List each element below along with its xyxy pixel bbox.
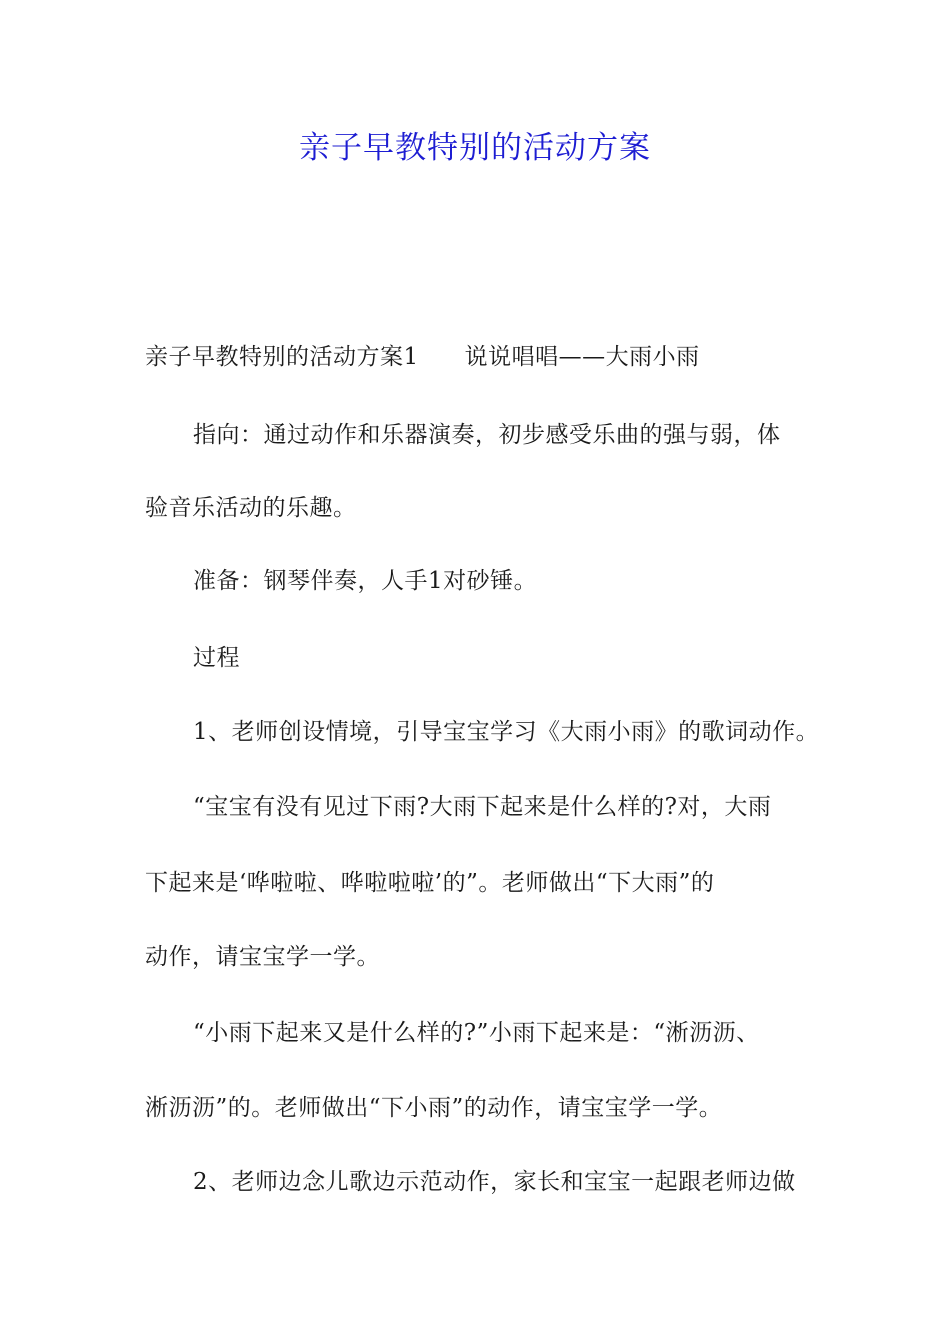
section-heading-line [145,342,700,372]
paragraph-line: “小雨下起来又是什么样的?”小雨下起来是：“淅沥沥、 [193,1020,760,1046]
paragraph-line: 2、老师边念儿歌边示范动作，家长和宝宝一起跟老师边做 [193,1169,796,1195]
section-heading: 亲子早教特别的活动方案1 [145,344,419,370]
paragraph-line: “宝宝有没有见过下雨?大雨下起来是什么样的?对，大雨 [193,794,772,820]
paragraph-line: 指向：通过动作和乐器演奏，初步感受乐曲的强与弱，体 [193,422,781,448]
paragraph-line: 淅沥沥”的。老师做出“下小雨”的动作，请宝宝学一学。 [145,1095,723,1121]
paragraph-line: 验音乐活动的乐趣。 [145,495,357,521]
paragraph-line: 过程 [193,645,240,671]
paragraph-line: 动作，请宝宝学一学。 [145,944,380,970]
document-title: 亲子早教特别的活动方案 [299,130,651,166]
paragraph-line: 1、老师创设情境，引导宝宝学习《大雨小雨》的歌词动作。 [193,719,820,745]
section-subheading: 说说唱唱——大雨小雨 [464,344,700,370]
paragraph-line: 下起来是‘哗啦啦、哗啦啦啦’的”。老师做出“下大雨”的 [145,870,715,896]
paragraph-line: 准备：钢琴伴奏，人手1对砂锤。 [193,568,538,594]
